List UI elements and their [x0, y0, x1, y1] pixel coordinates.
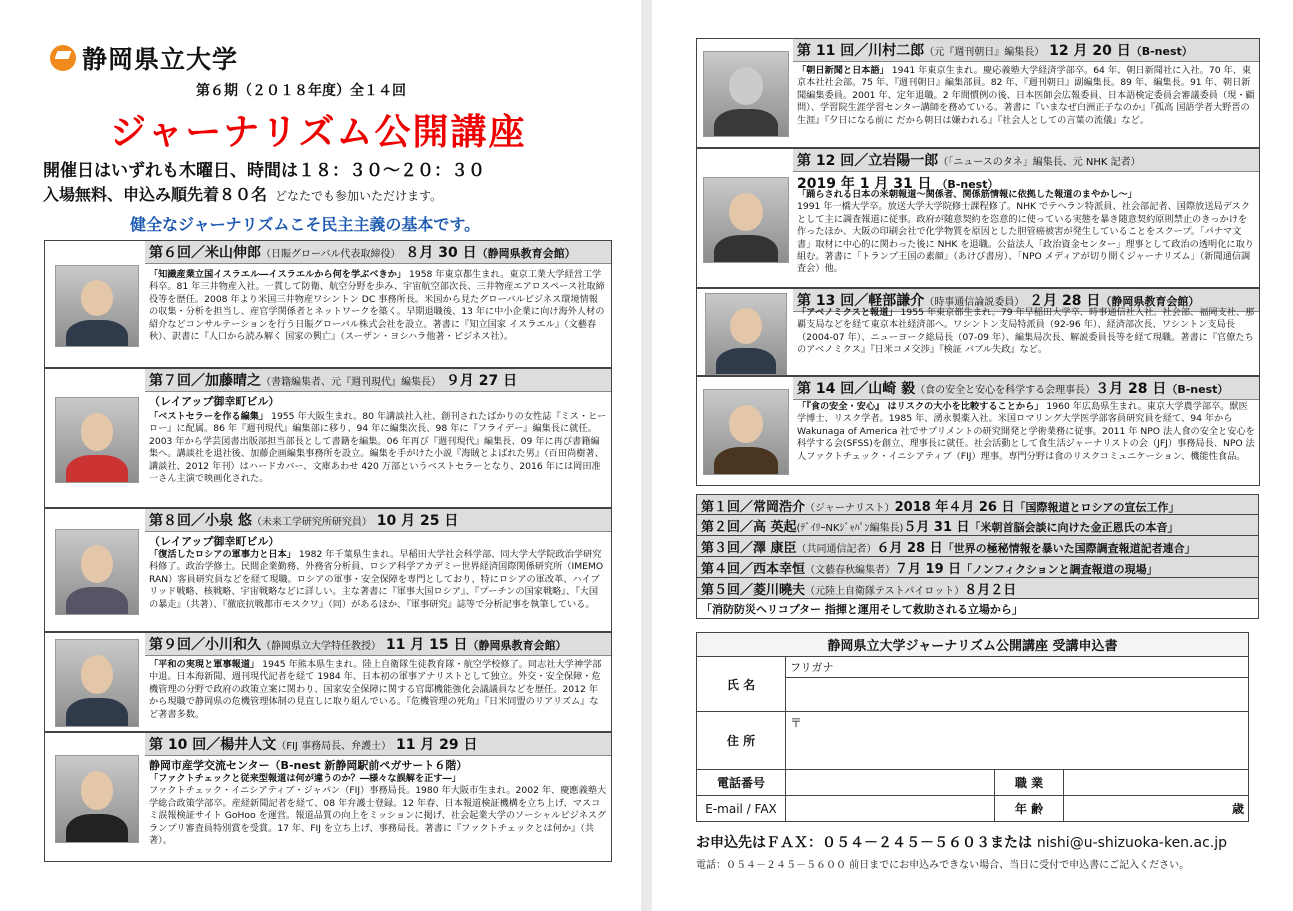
lecture-theme: 「知識産業立国イスラエル―イスラエルから何を学ぶべきか」 — [149, 269, 407, 280]
lecture-date: 10 月 25 日 — [376, 513, 459, 529]
past-lecture-affiliation: （文藝春秋編集者） — [805, 565, 896, 576]
bio-text: 1960 年広島県生まれ。東京大学農学部卒。獣医学博士、リスク学者。1985 年、湧永製薬入社。米国ロマリング大学医学部客員研究員を経て、94 年から Wakunaga of America 社でサプリメントの研究開発と学術業務に従事。2011 年 NPO 法人食の安全と安心を科学する会(SFSS)を創立、理事長に就任。社会活動として食生活ジャーナリストの会（JFJ）事務局長、NPO 法人ファクトチェック・イニシアティブ（FIJ）理事。専門分野は食のリスクコミュニケーション、機能性食品。 — [797, 401, 1255, 462]
speaker-bio — [797, 65, 1255, 127]
lecture-location: （静岡県教育会館） — [1100, 295, 1200, 308]
series-subtitle: 第６期（２０１８年度）全１４回 — [196, 83, 406, 99]
lecture-affiliation: （FIJ 事務局長、弁護士） — [276, 741, 392, 752]
lecture-theme: 「踊らされる日本の米朝報道～関係者、関係筋情報に依拠した報道のまやかし～」 — [797, 189, 1137, 200]
past-lecture-list — [696, 494, 1259, 619]
bio-text: ファクトチェック・イニシアティブ・ジャパン（FIJ）事務局長。1980 年大阪市生まれ。2002 年、慶應義塾大学総合政策学部卒。産経新聞記者を経て、08 年弁護士登録。12 年春、日本報道検証機構を立ち上げ、マスコミ誤報検証サイト GoHoo を運営。報道品質の向上をミッションに掲げ、社会起業大学のソーシャルビジネスグランプリ審査員特別賞を受賞。17 年、FIJ を立ち上げ、事務局長。著書に『ファクトチェックとは何か』（共著）。 — [149, 785, 607, 847]
lecture-affiliation: （書籍編集者、元『週刊現代』編集長） — [261, 377, 441, 388]
lecture-title: 第 14 回／山崎 毅 — [797, 381, 916, 397]
name-field[interactable] — [786, 678, 1249, 712]
speaker-photo — [55, 397, 139, 483]
lecture-theme: 「朝日新聞と日本語」 — [797, 65, 889, 76]
lecture-affiliation: （未来工学研究所研究員） — [251, 517, 372, 528]
bio-text: 1955 年東京都生まれ。79 年早稲田大学卒、時事通信社入社。社会部、福岡支社、那覇支局などを経て東京本社経済部へ。ワシントン支局特派員（92-96 年）、経済部次長、ワシントン支局長（2004-07 年）、ニューヨーク総局長（07-09 年）、編集局次長、解説委員長等を経て現職。著書に『官僚たちのアベノミクス』『日米コメ交渉』『検証 バブル失政』など。 — [797, 307, 1255, 356]
lecture-title: 第８回／小泉 悠 — [149, 513, 252, 529]
lecture-title: 第 11 回／川村二郎 — [797, 43, 925, 59]
past-lecture-topic: 「世界の極秘情報を暴いた国際調査報道記者連合」 — [942, 542, 1196, 555]
speaker-photo — [55, 529, 139, 615]
university-logo — [50, 40, 238, 76]
past-lecture-affiliation: (ﾃﾞｲﾘｰNKｼﾞｬﾊﾟﾝ編集長) — [796, 523, 904, 534]
lecture-affiliation: （元『週刊朝日』編集長） — [924, 47, 1045, 58]
postal-mark: 〒 — [790, 716, 803, 730]
contact-fax: お申込先はＦＡＸ：０５４－２４５－５６０３または — [696, 835, 1032, 851]
job-field[interactable] — [1064, 770, 1249, 796]
lecture-theme: 「アベノミクスと報道」 — [797, 307, 898, 318]
phone-label: 電話番号 — [697, 770, 786, 796]
slogan: 健全なジャーナリズムこそ民主主義の基本です。 — [130, 215, 481, 234]
past-lecture-row — [696, 557, 1259, 578]
past-lecture-title: 第４回／西本幸恒 — [701, 562, 806, 577]
past-lecture-row — [696, 536, 1259, 557]
logo-text: 静岡県立大学 — [82, 45, 239, 74]
left-page — [0, 0, 641, 911]
past-lecture-date: ８月２日 — [964, 583, 1017, 598]
past-lecture-topic: 「国際報道とロシアの宣伝工作」 — [1014, 501, 1180, 514]
lecture-venue: （レイアップ御幸町ビル） — [149, 395, 280, 408]
lecture-location: （B-nest） — [936, 178, 999, 191]
phone-field[interactable] — [786, 770, 995, 796]
past-lecture-topic: 「米朝首脳会談に向けた金正恩氏の本音」 — [969, 521, 1179, 534]
lecture-card-14 — [696, 376, 1260, 486]
past-lecture-topic-row: 「消防防災ヘリコプター 指揮と運用そして救助される立場から」 — [696, 599, 1259, 619]
address-label: 住 所 — [697, 712, 786, 770]
form-title: 静岡県立大学ジャーナリズム公開講座 受講申込書 — [697, 633, 1249, 657]
past-lecture-title: 第３回／澤 康臣 — [701, 541, 797, 556]
admission-note: どなたでも参加いただけます。 — [275, 189, 443, 203]
lecture-heading — [145, 733, 611, 756]
contact-email[interactable]: nishi@u-shizuoka-ken.ac.jp — [1036, 835, 1228, 851]
lecture-card-8 — [44, 508, 612, 632]
bio-text: 1955 年大阪生まれ。80 年講談社入社、創刊されたばかりの女性誌『ミス・ヒーロー』に配属。86 年『週刊現代』編集部に移り、94 年に編集次長、98 年に『フライデー』編集長に就任。2003 年から学芸図書出版部担当部長として書籍を編集。06 年再び『週刊現代』編集長、09 年に再び書籍編集へ。講談社を退社後、加藤企画編集事務所を設立。編集を手がけた小説『海賊とよばれた男』（百田尚樹著、講談社、2012 年刊）はハードカバー、文庫あわせ 420 万部というベストセラーとなり、2016 年には岡田准一さん主演で映画化された。 — [149, 411, 607, 485]
past-lecture-date: ７月 19 日 — [895, 562, 962, 577]
lecture-title: 第９回／小川和久 — [149, 637, 261, 653]
lecture-theme: 「ベストセラーを作る編集」 — [149, 411, 269, 422]
lecture-heading — [145, 509, 611, 532]
lecture-card-7 — [44, 368, 612, 508]
admission-info — [43, 182, 442, 205]
lecture-title: 第 12 回／立岩陽一郎 — [797, 153, 939, 169]
lecture-date: ９月 27 日 — [445, 373, 518, 389]
lecture-venue: （レイアップ御幸町ビル） — [149, 535, 280, 548]
speaker-bio — [149, 269, 607, 343]
name-label: 氏 名 — [697, 657, 786, 712]
speaker-bio — [797, 189, 1255, 276]
lecture-affiliation: （「ニュースのタネ」編集長、元 NHK 記者） — [938, 157, 1141, 168]
lecture-theme: 「平和の実現と軍事報道」 — [149, 659, 260, 670]
application-form — [696, 632, 1249, 822]
lecture-date: ８月 30 日 — [405, 245, 477, 261]
furigana-field[interactable] — [786, 657, 1249, 678]
past-lecture-row — [696, 494, 1259, 515]
lecture-card-9 — [44, 632, 612, 732]
schedule-info: 開催日はいずれも木曜日、時間は１８：３０～２０：３０ — [43, 161, 485, 181]
past-lecture-date: ５月 31 日 — [903, 520, 970, 535]
past-lecture-date: ６月 28 日 — [876, 541, 943, 556]
lecture-theme: 「ファクトチェックと従来型報道は何が違うのか？―様々な誤解を正す―」 — [149, 773, 461, 784]
speaker-photo — [55, 639, 139, 727]
past-lecture-affiliation: （元陸上自衛隊テストパイロット） — [805, 586, 965, 597]
past-lecture-affiliation: （共同通信記者） — [796, 544, 877, 555]
furigana-label: フリガナ — [790, 661, 834, 674]
past-lecture-row — [696, 578, 1259, 599]
job-label: 職 業 — [995, 770, 1064, 796]
speaker-bio — [797, 401, 1255, 463]
page-title: ジャーナリズム公開講座 — [110, 112, 527, 153]
speaker-bio — [149, 549, 607, 611]
contact-note: 電話：０５４－２４５－５６００ 前日までにお申込みできない場合、当日に受付で申込書にご記入ください。 — [696, 860, 1190, 871]
speaker-photo — [705, 293, 787, 375]
speaker-bio — [797, 307, 1255, 357]
lecture-card-11 — [696, 38, 1260, 148]
lecture-date: ２月 28 日 — [1029, 293, 1101, 309]
lecture-affiliation: （時事通信論説委員） — [924, 297, 1025, 308]
bio-text: 1982 年千葉県生まれ。早稲田大学社会科学部、同大学大学院政治学研究科修了。政治学修士。民間企業勤務、外務省分析員、ロシア科学アカデミー世界経済国際関係研究所（IMEMO RAN）客員研究員などを経て現職。ロシアの軍事・安全保障を専門としており、特にロシアの軍改革、ハイブリッド戦略、核戦略、宇宙戦略などに詳しい。主な著書に『軍事大国ロシア』、『プーチンの国家戦略』、『大国の暴走』（共著）、『徹底抗戦都市モスクワ』（同）があるほか、『軍事研究』誌等で分析記事を執筆している。 — [149, 549, 604, 610]
lecture-title: 第 13 回／軽部謙介 — [797, 293, 925, 309]
lecture-theme: 「復活したロシアの軍事力と日本」 — [149, 549, 296, 560]
lecture-theme: 「『食の安全・安心』 はリスクの大小を比較することから」 — [797, 401, 1044, 412]
lecture-venue: 静岡市産学交流センター（B-nest 新静岡駅前ペガサート６階） — [149, 759, 468, 772]
lecture-date: ３月 28 日 — [1095, 381, 1167, 397]
lecture-heading — [145, 633, 611, 656]
speaker-photo — [703, 51, 789, 137]
bio-text: 1958 年東京都生まれ。東京工業大学経営工学科卒。81 年三井物産入社。一貫して防衛、航空分野を歩み、宇宙航空部次長、三井物産エアロスペース社取締役等を歴任。2008 年より米国三井物産ワシントン DC 事務所長。米国から見たグローバルビジネス環境情報の収集・分析を担当し、産官学関係者とネットワークを築く。早期退職後、13 年に中小企業に向け海外人材の紹介などコンサルテーションを行う日賑グローバル株式会社を設立。著書に『知立国家 イスラエル』（文藝春秋）、訳書に『人口から読み解く 国家の興亡』（スーザン・ヨシハラ他著・ビジネス社）。 — [149, 269, 605, 343]
lecture-affiliation: （食の安全と安心を科学する会理事長） — [915, 385, 1096, 396]
lecture-title: 第６回／米山伸郎 — [149, 245, 261, 261]
bio-text: 1991 年一橋大学卒。放送大学大学院修士課程修了。NHK でテヘラン特派員、社会部記者、国際放送局デスクとして主に調査報道に従事。政府が随意契約を恣意的に使っている実態を暴き随意契約原則禁止のきっかけを作ったほか、大阪の印刷会社で化学物質を原因とした胆管癌被害が発生していることをスクープ。「パナマ文書」取材に中心的に関わった後に NHK を退職。公益法人「政治資金センター」理事として政治の透明化に取り組む。著書に「トランプ王国の素顔」（あけび書房）、「NPO メディアが切り開くジャーナリズム」（新聞通信調査会）他。 — [797, 201, 1254, 275]
address-field[interactable] — [786, 712, 1249, 770]
age-unit: 歳 — [1231, 802, 1244, 816]
lecture-location: （B-nest） — [1166, 383, 1229, 396]
lecture-card-6 — [44, 240, 612, 368]
lecture-affiliation: （静岡県立大学特任教授） — [261, 641, 381, 652]
lecture-affiliation: （日賑グローバル代表取締役） — [261, 249, 401, 260]
past-lecture-title: 第１回／常岡浩介 — [701, 500, 806, 515]
lecture-card-13 — [696, 288, 1260, 376]
logo-icon — [50, 45, 76, 71]
lecture-card-10 — [44, 732, 612, 862]
lecture-heading — [793, 39, 1259, 62]
lecture-card-12 — [696, 148, 1260, 288]
bio-text: 1945 年熊本県生まれ。陸上自衛隊生徒教育隊・航空学校修了。同志社大学神学部中退。日本海新聞、週刊現代記者を経て 1984 年、日本初の軍事アナリストとして独立。外交・安全保障・危機管理の分野で政府の政策立案に関わり、国家安全保障に関する官邸機能強化会議議員などを歴任。2012 年から現職で静岡県の危機管理体制の見直しに取り組んでいる。『危機管理の死角』『日米同盟のリアリズム』など著書多数。 — [149, 659, 602, 720]
lecture-location: （静岡県教育会館） — [476, 247, 576, 260]
past-lecture-title: 第５回／菱川曉夫 — [701, 583, 806, 598]
lecture-date: 2019 年 1 月 31 日 — [797, 176, 932, 192]
past-lecture-date: 2018 年４月 26 日 — [894, 500, 1015, 515]
right-page — [652, 0, 1293, 911]
lecture-heading — [793, 377, 1259, 400]
lecture-date: 12 月 20 日 — [1049, 43, 1131, 59]
contact-line — [696, 832, 1227, 852]
lecture-heading — [793, 149, 1259, 172]
speaker-bio — [149, 773, 607, 847]
past-lecture-title: 第２回／高 英起 — [701, 520, 797, 535]
lecture-heading — [145, 369, 611, 392]
lecture-location: （B-nest） — [1130, 45, 1193, 58]
past-lecture-row — [696, 515, 1259, 536]
lecture-title: 第 10 回／楊井人文 — [149, 737, 277, 753]
lecture-date: 11 月 15 日 — [385, 637, 468, 653]
lecture-heading — [145, 241, 611, 264]
speaker-photo — [55, 265, 139, 347]
lecture-date: 11 月 29 日 — [395, 737, 478, 753]
age-label: 年 齢 — [995, 796, 1064, 822]
age-field[interactable] — [1064, 796, 1249, 822]
email-label: E-mail / FAX — [697, 796, 786, 822]
lecture-title: 第７回／加藤晴之 — [149, 373, 261, 389]
bio-text: 1941 年東京生まれ。慶応義塾大学経済学部卒。64 年、朝日新聞社に入社。70 年、東京本社社会部。75 年、『週刊朝日』編集部員。82 年、『週刊朝日』副編集長。89 年、編集長。91 年、朝日新聞編集委員。2001 年、定年退職。2 年間慣例の後、日本医師会広報委員、日本語検定委員会審議委員（現・顧問）、学習院生涯学習センター講師を務めている。著書に『いまなぜ白洲正子なのか』『孤高 国語学者大野晋の生涯』『夕日になる前に だから朝日は嫌われる』『社会人としての言葉の流儀』など。 — [797, 65, 1255, 126]
admission-text: 入場無料、申込み順先着８０名 — [43, 185, 268, 204]
email-field[interactable] — [786, 796, 995, 822]
lecture-location: （静岡県教育会館） — [467, 639, 567, 652]
past-lecture-topic: 「ノンフィクションと調査報道の現場」 — [961, 563, 1158, 576]
speaker-bio — [149, 411, 607, 485]
speaker-photo — [703, 177, 789, 263]
speaker-photo — [703, 389, 789, 475]
speaker-photo — [55, 755, 139, 843]
past-lecture-affiliation: （ジャーナリスト） — [805, 503, 895, 514]
speaker-bio — [149, 659, 607, 721]
